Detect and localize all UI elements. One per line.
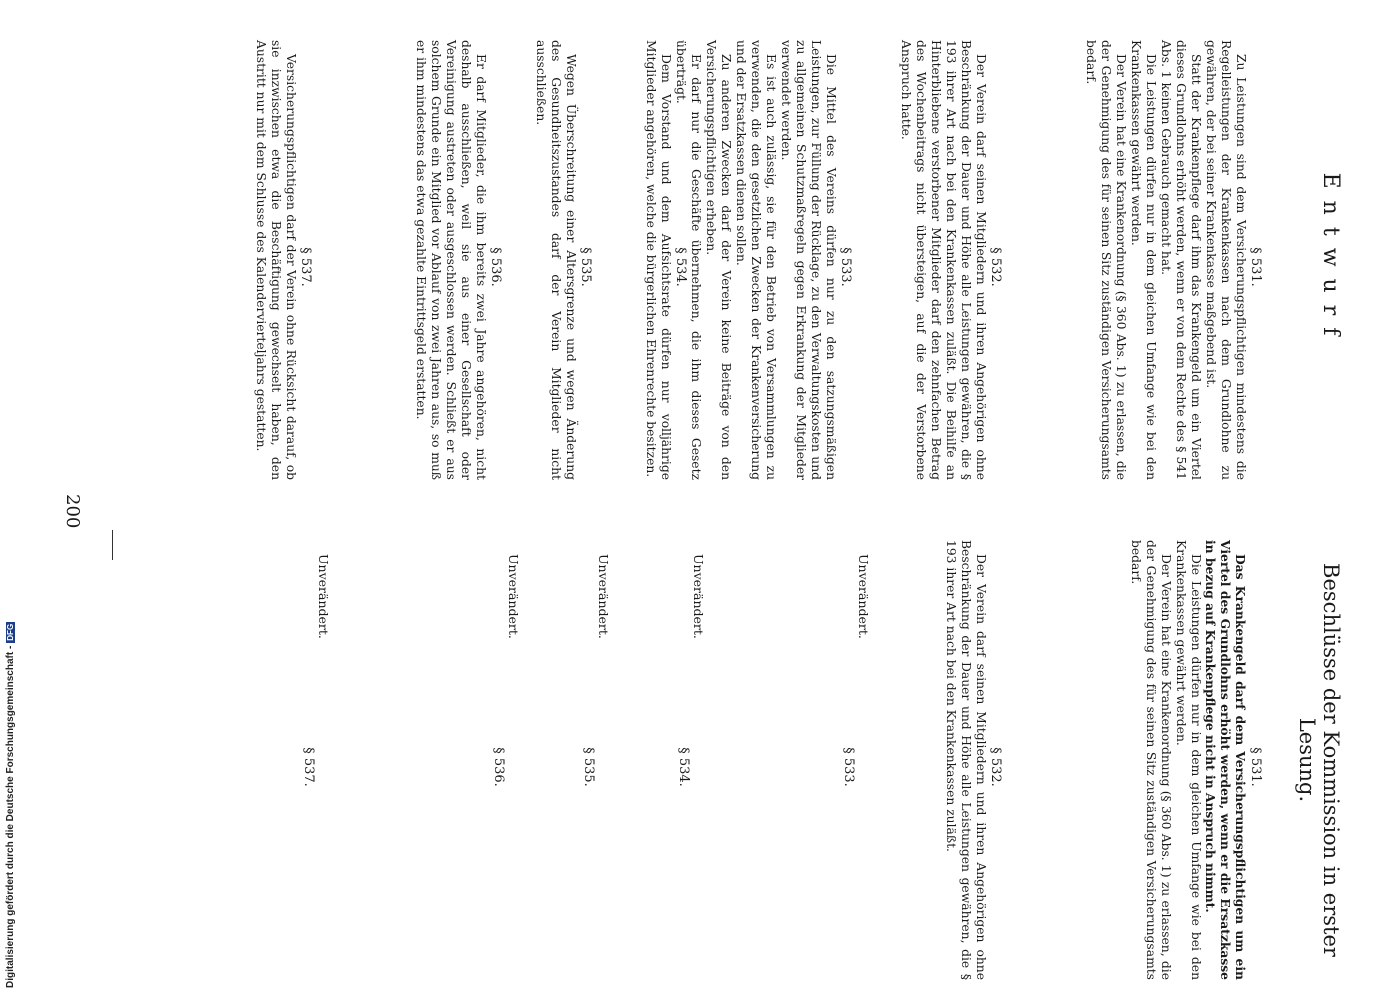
- commission-heading: Beschlüsse der Kommission in erster Lesung.: [1295, 563, 1343, 957]
- paragraph: Wegen Überschreitung einer Altersgrenze und wegen Änderung des Gesundheitszustandes darf der Verein Mitglieder nicht ausschließen.: [534, 40, 578, 480]
- paragraph: Der Verein darf seinen Mitgliedern und ihren Angehörigen ohne Beschränkung der Dauer und Höhe alle Leistungen gewähren, die § 193 ihrer Art nach bei den Krankenkassen zuläßt.: [944, 540, 988, 980]
- header-rule: [112, 530, 113, 560]
- paragraph: Der Verein darf seinen Mitgliedern und ihren Angehörigen ohne Beschränkung der Dauer und Höhe alle Leistungen gewähren, die § 193 ihrer Art nach bei den Krankenkassen zuläßt. Die Beihilfe an Hinterbliebene verstorbener Mitglieder darf den zehnfachen Betrag des Wochenbeitrags nicht übersteigen, auf die der Verstorbene Anspruch hatte.: [899, 40, 988, 480]
- draft-section: [1083, 40, 1263, 480]
- draft-section: [673, 40, 853, 480]
- section-number: § 532.: [988, 247, 1003, 287]
- paragraph: Der Verein hat eine Krankenordnung (§ 360 Abs. 1) zu erlassen, die der Genehmigung des für seinen Sitz zuständigen Versicherungsamts bedarf.: [1084, 40, 1128, 480]
- footer-text: Digitalisierung gefördert durch die Deutsche Forschungsgemeinschaft -: [5, 645, 16, 988]
- draft-section: [643, 40, 688, 480]
- section-number: § 537.: [298, 247, 313, 287]
- paragraph: Versicherungspflichtigen darf der Verein ohne Rücksicht darauf, ob sie inzwischen etwa die Beschäftigung gewechselt haben, den Austritt nur mit dem Schlusse des Kalendervierteljahrs gestatten.: [254, 40, 298, 480]
- section-number: § 535.: [578, 247, 593, 287]
- unchanged-note: Unverändert.: [856, 554, 871, 639]
- section-number: § 536.: [491, 747, 506, 787]
- unchanged-note: Unverändert.: [506, 554, 521, 639]
- paragraph: Es ist auch zulässig, sie für den Betrieb von Versammlungen zu verwenden, die den gesetzlichen Zwecken der Krankenversicherung und der Ersatzkassen dienen sollen.: [734, 40, 778, 480]
- commission-section: [581, 540, 611, 980]
- commission-section: [943, 540, 1003, 980]
- draft-section: [533, 40, 593, 480]
- commission-section: [1128, 540, 1263, 980]
- commission-section: [491, 540, 521, 980]
- dfg-logo: DFG: [6, 623, 15, 641]
- section-number: § 533.: [838, 247, 853, 287]
- unchanged-note: Unverändert.: [691, 554, 706, 639]
- section-number: § 531.: [1248, 247, 1263, 287]
- draft-section: [898, 40, 1003, 480]
- footer: [5, 608, 25, 998]
- paragraph: Die Leistungen dürfen nur in dem gleichen Umfange wie bei den Krankenkassen gewährt werden.: [1174, 540, 1203, 980]
- paragraph: Statt der Krankenpflege darf ihm das Krankengeld um ein Viertel dieses Grundlohns erhöht werden, wenn er von dem Rechte des § 541 Abs. 1 keinen Gebrauch gemacht hat.: [1159, 40, 1203, 480]
- section-number: § 535.: [581, 747, 596, 787]
- paragraph: Der Verein hat eine Krankenordnung (§ 360 Abs. 1) zu erlassen, die der Genehmigung des für seinen Sitz zuständigen Versicherungsamts bedarf.: [1129, 540, 1173, 980]
- unchanged-note: Unverändert.: [316, 554, 331, 639]
- draft-section: [413, 40, 503, 480]
- commission-section: [301, 540, 331, 980]
- page-number: 200: [62, 494, 83, 529]
- section-number: § 536.: [488, 247, 503, 287]
- draft-section: [253, 40, 313, 480]
- paragraph: Er darf Mitglieder, die ihm bereits zwei Jahre angehören, nicht deshalb ausschließen, weil sie aus einer Gesellschaft oder Vereinigung austreten oder ausgeschlossen werden. Schließt er aus solchem Grunde ein Mitglied vor Ablauf von zwei Jahren aus, so muß er ihm mindestens das etwa gezahlte Eintrittsgeld erstatten.: [414, 40, 488, 480]
- commission-section: [841, 540, 871, 980]
- section-number: § 534.: [676, 747, 691, 787]
- paragraph: Die Mittel des Vereins dürfen nur zu den satzungsmäßigen Leistungen, zur Füllung der Rücklage, zu den Verwaltungskosten und zu allgemeinen Schutzmaßregeln gegen Erkrankung der Mitglieder verwendet werden.: [779, 40, 838, 480]
- paragraph: Zu anderen Zwecken darf der Verein keine Beiträge von den Versicherungspflichtigen erheben.: [704, 40, 733, 480]
- commission-section: [676, 540, 706, 980]
- paragraph: Dem Vorstand und dem Aufsichtsrate dürfen nur volljährige Mitglieder angehören, welche die bürgerlichen Ehrenrechte besitzen.: [644, 40, 673, 480]
- section-number: § 531.: [1248, 747, 1263, 787]
- section-number: § 534.: [673, 247, 688, 287]
- amended-paragraph: Das Krankengeld darf dem Versicherungspflichtigen um ein Viertel des Grundlohns erhöht werden, wenn er die Ersatzkasse in bezug auf Krankenpflege nicht in Anspruch nimmt.: [1203, 540, 1248, 980]
- paragraph: Er darf nur die Geschäfte übernehmen, die ihm dieses Gesetz überträgt.: [674, 40, 703, 480]
- paragraph: Die Leistungen dürfen nur in dem gleichen Umfange wie bei den Krankenkassen gewährt werden.: [1129, 40, 1158, 480]
- section-number: § 533.: [841, 747, 856, 787]
- unchanged-note: Unverändert.: [596, 554, 611, 639]
- paragraph: Zu Leistungen sind dem Versicherungspflichtigen mindestens die Regelleistungen der Krankenkassen nach dem Grundlohne zu gewähren, der bei seiner Krankenkasse maßgebend ist.: [1204, 40, 1248, 480]
- draft-heading: Entwurf: [1318, 172, 1343, 348]
- section-number: § 537.: [301, 747, 316, 787]
- section-number: § 532.: [988, 747, 1003, 787]
